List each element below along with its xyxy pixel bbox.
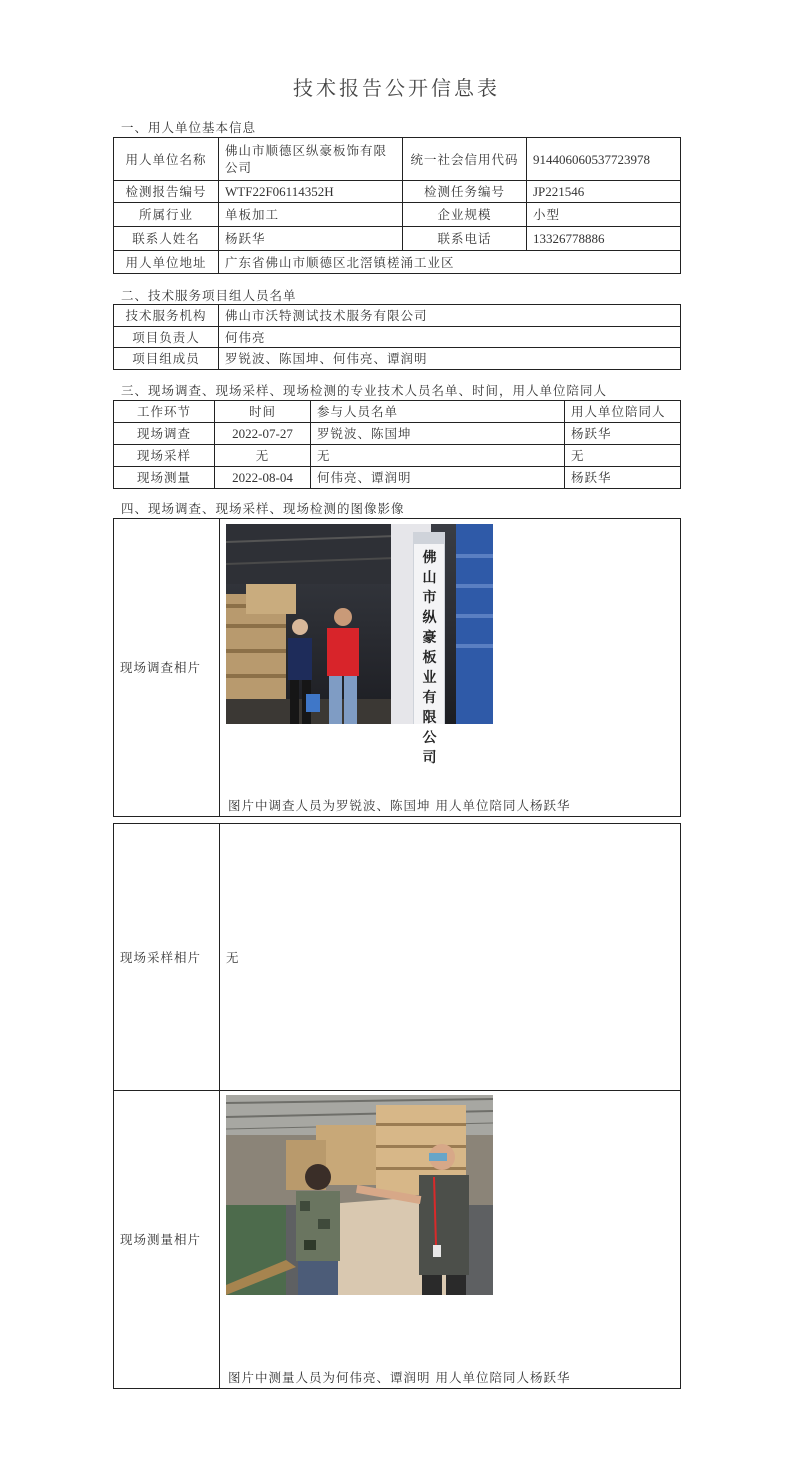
table-header-row xyxy=(114,401,681,423)
measure-photo-label: 现场测量相片 xyxy=(114,1091,220,1389)
cell-staff: 何伟亮、谭润明 xyxy=(311,467,565,489)
section3-heading: 三、现场调查、现场采样、现场检测的专业技术人员名单、时间，用人单位陪同人 xyxy=(121,383,608,398)
cell-label: 联系人姓名 xyxy=(114,227,219,251)
measure-photo-caption: 图片中测量人员为何伟亮、谭润明 用人单位陪同人杨跃华 xyxy=(228,1370,571,1385)
survey-photo-caption: 图片中调查人员为罗锐波、陈国坤 用人单位陪同人杨跃华 xyxy=(228,798,571,813)
basic-info-table xyxy=(113,137,681,274)
cell-value: 佛山市沃特测试技术服务有限公司 xyxy=(219,305,681,327)
cell-value: 杨跃华 xyxy=(219,227,403,251)
cell-label: 项目组成员 xyxy=(114,348,219,370)
address-value: 广东省佛山市顺德区北滘镇槎涌工业区 xyxy=(219,251,681,274)
cell-value: 13326778886 xyxy=(527,227,681,251)
table-row xyxy=(114,227,681,251)
cell-date: 2022-07-27 xyxy=(215,423,311,445)
section1-heading: 一、用人单位基本信息 xyxy=(121,120,257,135)
column-header: 工作环节 xyxy=(114,401,215,423)
cell-companion: 杨跃华 xyxy=(565,467,681,489)
section4-heading: 四、现场调查、现场采样、现场检测的图像影像 xyxy=(121,501,405,516)
cell-value: 罗锐波、陈国坤、何伟亮、谭润明 xyxy=(219,348,681,370)
cell-label: 联系电话 xyxy=(403,227,527,251)
cell-label: 企业规模 xyxy=(403,203,527,227)
cell-staff: 罗锐波、陈国坤 xyxy=(311,423,565,445)
cell-companion: 无 xyxy=(565,445,681,467)
table-row xyxy=(114,138,681,181)
table-row xyxy=(114,445,681,467)
section2-heading: 二、技术服务项目组人员名单 xyxy=(121,288,297,303)
cell-staff: 无 xyxy=(311,445,565,467)
cell-label: 所属行业 xyxy=(114,203,219,227)
cell-label: 检测任务编号 xyxy=(403,181,527,203)
sampling-photo-label: 现场采样相片 xyxy=(114,824,220,1091)
sign-text: 佛山市纵豪板业有限公司 xyxy=(422,550,438,766)
survey-photo-label: 现场调查相片 xyxy=(114,519,220,817)
table-row xyxy=(114,423,681,445)
cell-label: 技术服务机构 xyxy=(114,305,219,327)
cell-stage: 现场测量 xyxy=(114,467,215,489)
cell-value: 何伟亮 xyxy=(219,327,681,348)
project-team-table xyxy=(113,304,681,370)
measure-photo-cell xyxy=(220,1091,681,1389)
cell-date: 2022-08-04 xyxy=(215,467,311,489)
cell-companion: 杨跃华 xyxy=(565,423,681,445)
table-row xyxy=(114,824,681,1091)
cell-date: 无 xyxy=(215,445,311,467)
sampling-measure-table xyxy=(113,823,681,1389)
measure-photo-image xyxy=(226,1095,493,1295)
cell-value: 单板加工 xyxy=(219,203,403,227)
column-header: 参与人员名单 xyxy=(311,401,565,423)
table-row xyxy=(114,1091,681,1389)
table-row xyxy=(114,251,681,274)
survey-photo-image xyxy=(226,524,493,724)
table-row xyxy=(114,181,681,203)
cell-stage: 现场采样 xyxy=(114,445,215,467)
cell-value: 佛山市顺德区纵豪板饰有限公司 xyxy=(219,138,403,181)
table-row xyxy=(114,327,681,348)
table-row xyxy=(114,203,681,227)
sampling-photo-value: 无 xyxy=(220,824,681,1091)
column-header: 用人单位陪同人 xyxy=(565,401,681,423)
column-header: 时间 xyxy=(215,401,311,423)
cell-label: 统一社会信用代码 xyxy=(403,138,527,181)
table-row xyxy=(114,305,681,327)
cell-stage: 现场调查 xyxy=(114,423,215,445)
cell-value: 小型 xyxy=(527,203,681,227)
table-row xyxy=(114,519,681,817)
onsite-staff-table xyxy=(113,400,681,489)
cell-value: WTF22F06114352H xyxy=(219,181,403,203)
survey-photo-cell xyxy=(220,519,681,817)
measure-photo xyxy=(226,1095,493,1295)
cell-label: 项目负责人 xyxy=(114,327,219,348)
cell-value: 914406060537723978 xyxy=(527,138,681,181)
survey-photo xyxy=(226,524,493,766)
survey-photo-table xyxy=(113,518,681,817)
cell-label: 用人单位名称 xyxy=(114,138,219,181)
page-title: 技术报告公开信息表 xyxy=(293,76,500,100)
cell-label: 用人单位地址 xyxy=(114,251,219,274)
cell-label: 检测报告编号 xyxy=(114,181,219,203)
table-row xyxy=(114,467,681,489)
cell-value: JP221546 xyxy=(527,181,681,203)
table-row xyxy=(114,348,681,370)
